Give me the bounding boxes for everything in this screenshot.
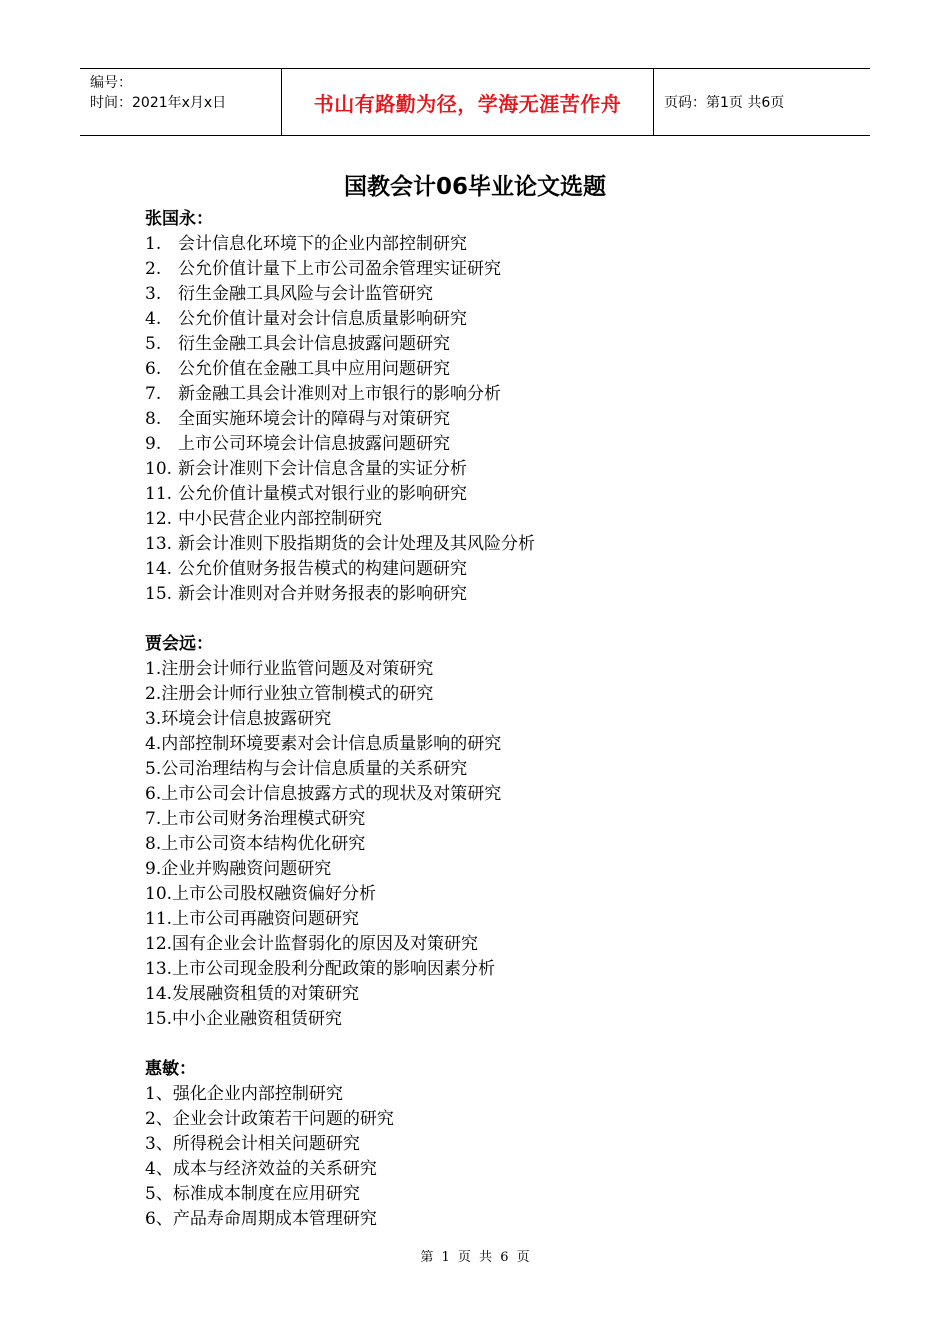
item-number: 11. xyxy=(145,484,173,504)
list-item xyxy=(145,482,845,507)
item-number: 5、 xyxy=(145,1184,173,1204)
list-item xyxy=(145,857,845,882)
list-item xyxy=(145,1132,845,1157)
list-item xyxy=(145,282,845,307)
item-text: 内部控制环境要素对会计信息质量影响的研究 xyxy=(161,734,502,754)
item-text: 标准成本制度在应用研究 xyxy=(172,1184,360,1204)
list-item xyxy=(145,557,845,582)
list-item xyxy=(145,757,845,782)
item-number: 7. xyxy=(145,809,162,829)
item-number: 1、 xyxy=(145,1084,173,1104)
section-zhang xyxy=(145,207,845,607)
item-text: 上市公司环境会计信息披露问题研究 xyxy=(178,434,450,454)
list-item xyxy=(145,457,845,482)
item-number: 2. xyxy=(145,684,162,704)
item-number: 3. xyxy=(145,709,162,729)
item-number: 4、 xyxy=(145,1159,173,1179)
item-text: 上市公司会计信息披露方式的现状及对策研究 xyxy=(161,784,502,804)
item-number: 11. xyxy=(145,909,173,929)
list-item xyxy=(145,1207,845,1232)
section-heading: 张国永： xyxy=(145,209,213,229)
item-text: 上市公司现金股利分配政策的影响因素分析 xyxy=(172,959,496,979)
list-item xyxy=(145,882,845,907)
list-item xyxy=(145,1157,845,1182)
list-item xyxy=(145,407,845,432)
item-number: 9. xyxy=(145,859,162,879)
list-item xyxy=(145,957,845,982)
document-body xyxy=(145,207,845,1232)
topic-list xyxy=(145,657,845,1032)
page-header xyxy=(80,68,870,136)
item-text: 注册会计师行业独立管制模式的研究 xyxy=(161,684,434,704)
item-text: 中小企业融资租赁研究 xyxy=(172,1009,343,1029)
list-item xyxy=(145,357,845,382)
item-text: 成本与经济效益的关系研究 xyxy=(172,1159,377,1179)
list-item xyxy=(145,807,845,832)
document-time-label: 时间：2021年x月x日 xyxy=(90,95,227,111)
item-number: 5. xyxy=(145,759,162,779)
item-text: 注册会计师行业监管问题及对策研究 xyxy=(161,659,434,679)
item-number: 8. xyxy=(145,834,162,854)
item-text: 新会计准则下会计信息含量的实证分析 xyxy=(178,459,467,479)
item-text: 衍生金融工具会计信息披露问题研究 xyxy=(178,334,450,354)
item-number: 6、 xyxy=(145,1209,173,1229)
document-number-label: 编号： xyxy=(90,75,132,91)
item-number: 9. xyxy=(145,434,162,454)
list-item xyxy=(145,907,845,932)
list-item xyxy=(145,782,845,807)
list-item xyxy=(145,1007,845,1032)
list-item xyxy=(145,507,845,532)
item-text: 会计信息化环境下的企业内部控制研究 xyxy=(178,234,467,254)
item-number: 2. xyxy=(145,259,162,279)
section-spacer xyxy=(145,1032,845,1057)
item-text: 新会计准则下股指期货的会计处理及其风险分析 xyxy=(178,534,535,554)
item-text: 公司治理结构与会计信息质量的关系研究 xyxy=(161,759,468,779)
item-text: 环境会计信息披露研究 xyxy=(161,709,332,729)
item-text: 公允价值财务报告模式的构建问题研究 xyxy=(178,559,467,579)
header-page-info: 页码：第1页 共6页 xyxy=(664,95,785,111)
item-number: 15. xyxy=(145,1009,173,1029)
document-title: 国教会计06毕业论文选题 xyxy=(343,174,606,200)
item-text: 中小民营企业内部控制研究 xyxy=(178,509,382,529)
item-text: 公允价值计量模式对银行业的影响研究 xyxy=(178,484,467,504)
list-item xyxy=(145,382,845,407)
section-spacer xyxy=(145,607,845,632)
item-number: 13. xyxy=(145,534,173,554)
item-number: 15. xyxy=(145,584,173,604)
item-text: 所得税会计相关问题研究 xyxy=(172,1134,360,1154)
list-item xyxy=(145,1082,845,1107)
item-number: 6. xyxy=(145,784,162,804)
item-text: 新会计准则对合并财务报表的影响研究 xyxy=(178,584,467,604)
section-heading: 惠敏： xyxy=(145,1059,196,1079)
item-text: 公允价值计量对会计信息质量影响研究 xyxy=(178,309,467,329)
list-item xyxy=(145,707,845,732)
header-motto-cell xyxy=(282,69,654,135)
item-number: 14. xyxy=(145,559,173,579)
item-number: 12. xyxy=(145,934,173,954)
item-text: 企业并购融资问题研究 xyxy=(161,859,332,879)
item-number: 3. xyxy=(145,284,162,304)
list-item xyxy=(145,432,845,457)
item-text: 产品寿命周期成本管理研究 xyxy=(172,1209,377,1229)
item-number: 14. xyxy=(145,984,173,1004)
item-number: 13. xyxy=(145,959,173,979)
item-number: 8. xyxy=(145,409,162,429)
item-number: 4. xyxy=(145,309,162,329)
page-footer: 第 1 页 共 6 页 xyxy=(420,1250,530,1265)
item-text: 强化企业内部控制研究 xyxy=(172,1084,343,1104)
item-number: 7. xyxy=(145,384,162,404)
item-number: 12. xyxy=(145,509,173,529)
item-text: 发展融资租赁的对策研究 xyxy=(172,984,360,1004)
list-item xyxy=(145,232,845,257)
list-item xyxy=(145,532,845,557)
item-number: 3、 xyxy=(145,1134,173,1154)
list-item xyxy=(145,1182,845,1207)
item-number: 6. xyxy=(145,359,162,379)
list-item xyxy=(145,832,845,857)
item-text: 上市公司再融资问题研究 xyxy=(172,909,360,929)
item-text: 上市公司股权融资偏好分析 xyxy=(172,884,377,904)
section-hui xyxy=(145,1057,845,1232)
item-text: 上市公司资本结构优化研究 xyxy=(161,834,366,854)
item-number: 10. xyxy=(145,459,173,479)
topic-list xyxy=(145,232,845,607)
item-number: 2、 xyxy=(145,1109,173,1129)
list-item xyxy=(145,657,845,682)
topic-list xyxy=(145,1082,845,1232)
section-jia xyxy=(145,632,845,1032)
item-number: 1. xyxy=(145,234,162,254)
item-text: 全面实施环境会计的障碍与对策研究 xyxy=(178,409,450,429)
section-heading: 贾会远： xyxy=(145,634,213,654)
list-item xyxy=(145,582,845,607)
header-page-cell xyxy=(654,69,870,135)
item-text: 上市公司财务治理模式研究 xyxy=(161,809,366,829)
list-item xyxy=(145,332,845,357)
list-item xyxy=(145,732,845,757)
list-item xyxy=(145,932,845,957)
item-text: 公允价值计量下上市公司盈余管理实证研究 xyxy=(178,259,501,279)
list-item xyxy=(145,307,845,332)
list-item xyxy=(145,1107,845,1132)
item-text: 衍生金融工具风险与会计监管研究 xyxy=(178,284,433,304)
header-motto: 书山有路勤为径，学海无涯苦作舟 xyxy=(313,91,622,116)
list-item xyxy=(145,682,845,707)
item-text: 国有企业会计监督弱化的原因及对策研究 xyxy=(172,934,479,954)
item-text: 企业会计政策若干问题的研究 xyxy=(172,1109,394,1129)
list-item xyxy=(145,257,845,282)
list-item xyxy=(145,982,845,1007)
item-number: 10. xyxy=(145,884,173,904)
item-number: 5. xyxy=(145,334,162,354)
item-number: 1. xyxy=(145,659,162,679)
item-text: 新金融工具会计准则对上市银行的影响分析 xyxy=(178,384,501,404)
item-text: 公允价值在金融工具中应用问题研究 xyxy=(178,359,450,379)
item-number: 4. xyxy=(145,734,162,754)
header-meta-cell xyxy=(80,69,282,135)
